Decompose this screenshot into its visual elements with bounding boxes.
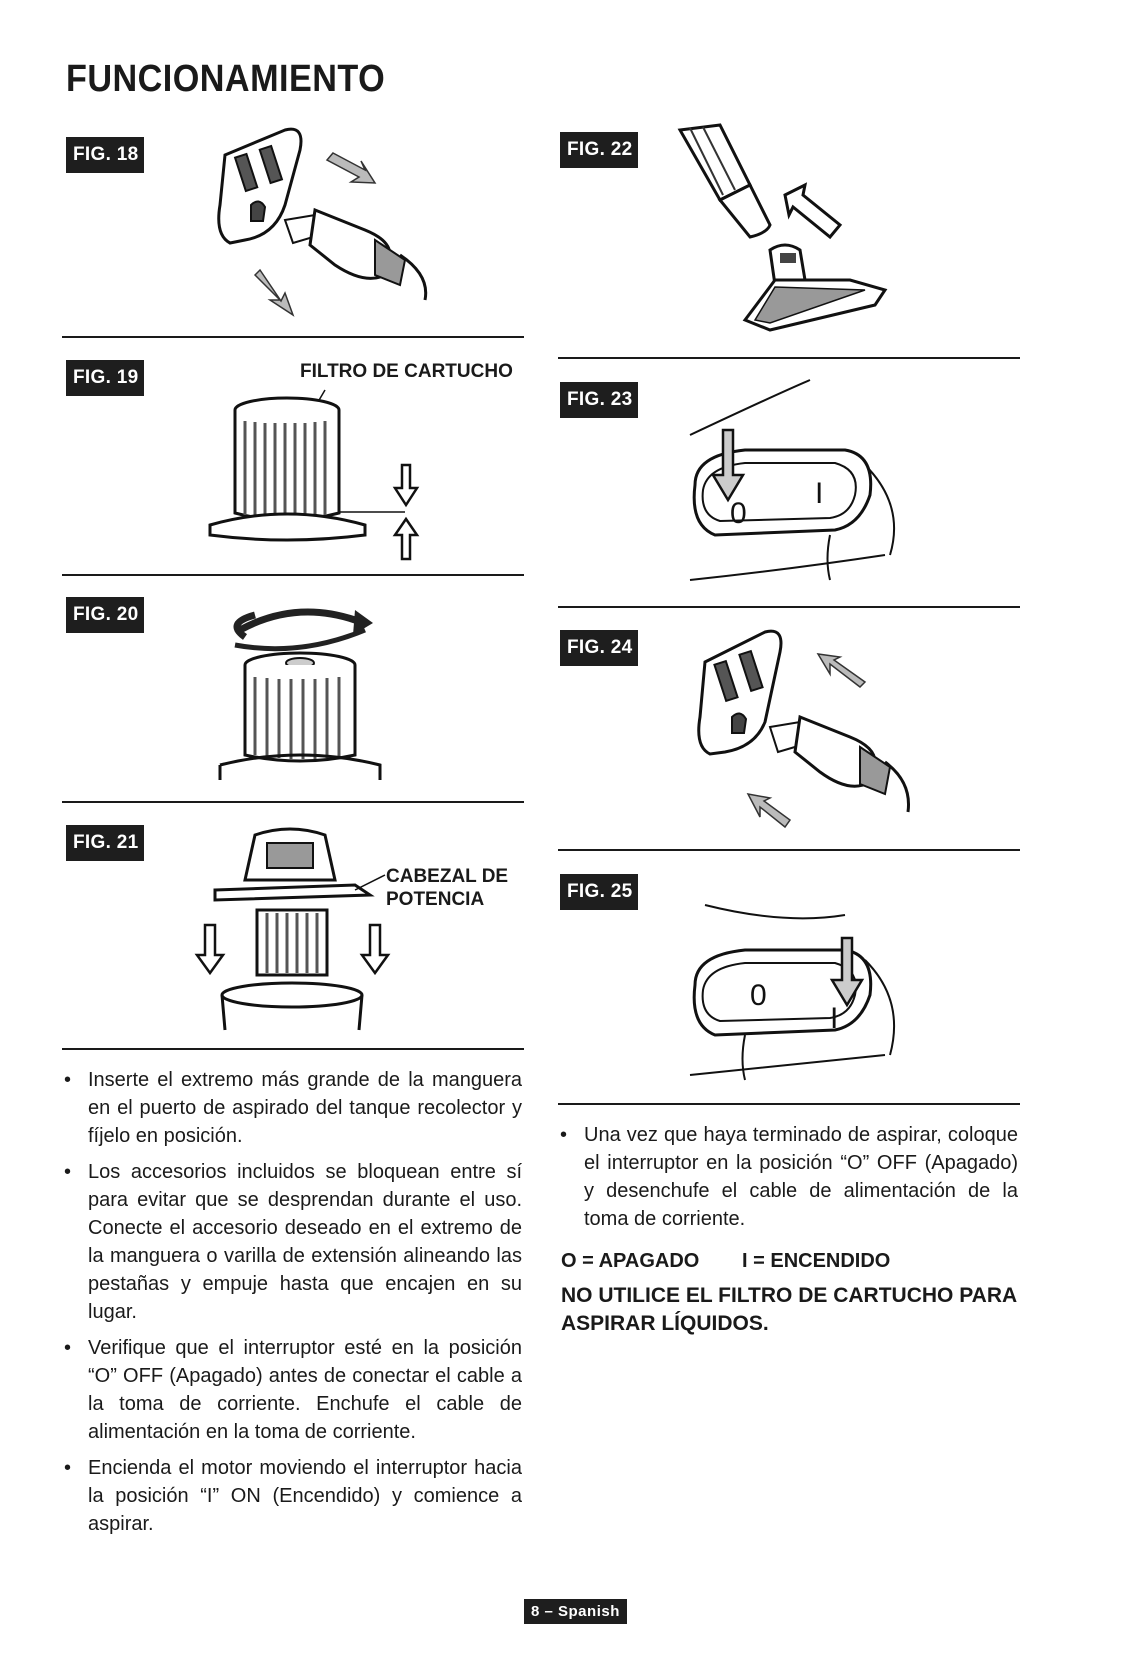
divider <box>558 606 1020 608</box>
divider <box>558 1103 1020 1105</box>
divider <box>558 849 1020 851</box>
fig-23-switch-off-mark: 0 <box>730 497 747 530</box>
fig-19-cartridge-filter-illustration <box>205 385 430 565</box>
power-head-callout-line1: CABEZAL DE <box>386 866 509 887</box>
fig-19-label: FIG. 19 <box>66 360 144 396</box>
fig-23-switch-on-mark: I <box>815 477 824 510</box>
switch-legend-off: O = APAGADO <box>561 1250 700 1272</box>
fig-23-label: FIG. 23 <box>560 382 638 418</box>
fig-23-switch-off-illustration <box>685 375 910 585</box>
page-title: FUNCIONAMIENTO <box>66 58 386 100</box>
fig-21-power-head-illustration <box>195 825 390 1035</box>
power-head-callout-line2: POTENCIA <box>386 889 485 910</box>
divider <box>558 357 1020 359</box>
fig-22-label: FIG. 22 <box>560 132 638 168</box>
right-instructions-list <box>558 1121 1018 1241</box>
instruction-item: • Una vez que haya terminado de aspirar, coloque el interruptor en la posición “O” OFF (Apagado) y desenchufe el cable de alimentación de la toma de corriente. <box>558 1121 1018 1233</box>
fig-18-label: FIG. 18 <box>66 137 144 173</box>
divider <box>62 1048 524 1050</box>
fig-22-floor-nozzle-illustration <box>675 125 890 340</box>
fig-21-label: FIG. 21 <box>66 825 144 861</box>
fig-25-switch-off-mark: 0 <box>750 979 767 1012</box>
divider <box>62 801 524 803</box>
left-instructions-list <box>62 1066 522 1546</box>
fig-20-filter-rotation-illustration <box>215 605 390 785</box>
warning-text: NO UTILICE EL FILTRO DE CARTUCHO PARA ASPIRAR LÍQUIDOS. <box>561 1284 1017 1335</box>
instruction-item: • Inserte el extremo más grande de la manguera en el puerto de aspirado del tanque recolector y fíjelo en posición. <box>62 1066 522 1150</box>
instruction-item: • Verifique que el interruptor esté en la posición “O” OFF (Apagado) antes de conectar el cable a la toma de corriente. Enchufe el cable de alimentación en la toma de corriente. <box>62 1334 522 1446</box>
page-number-footer: 8 – Spanish <box>524 1599 627 1624</box>
cartridge-filter-callout: FILTRO DE CARTUCHO <box>300 361 513 382</box>
fig-24-plug-outlet-illustration <box>690 622 915 832</box>
fig-20-label: FIG. 20 <box>66 597 144 633</box>
instruction-item: • Los accesorios incluidos se bloquean entre sí para evitar que se desprendan durante el uso. Conecte el accesorio deseado en el extremo de la manguera o varilla de extensión alineando las pestañas y empuje hasta que encajen en su lugar. <box>62 1158 522 1326</box>
fig-25-switch-on-mark: I <box>830 1002 839 1035</box>
instruction-item: • Encienda el motor moviendo el interruptor hacia la posición “I” ON (Encendido) y comience a aspirar. <box>62 1454 522 1538</box>
switch-legend-on: I = ENCENDIDO <box>742 1250 891 1272</box>
fig-18-plug-outlet-illustration <box>215 125 435 335</box>
divider <box>62 574 524 576</box>
fig-25-switch-on-illustration <box>685 880 910 1090</box>
divider <box>62 336 524 338</box>
fig-25-label: FIG. 25 <box>560 874 638 910</box>
fig-24-label: FIG. 24 <box>560 630 638 666</box>
